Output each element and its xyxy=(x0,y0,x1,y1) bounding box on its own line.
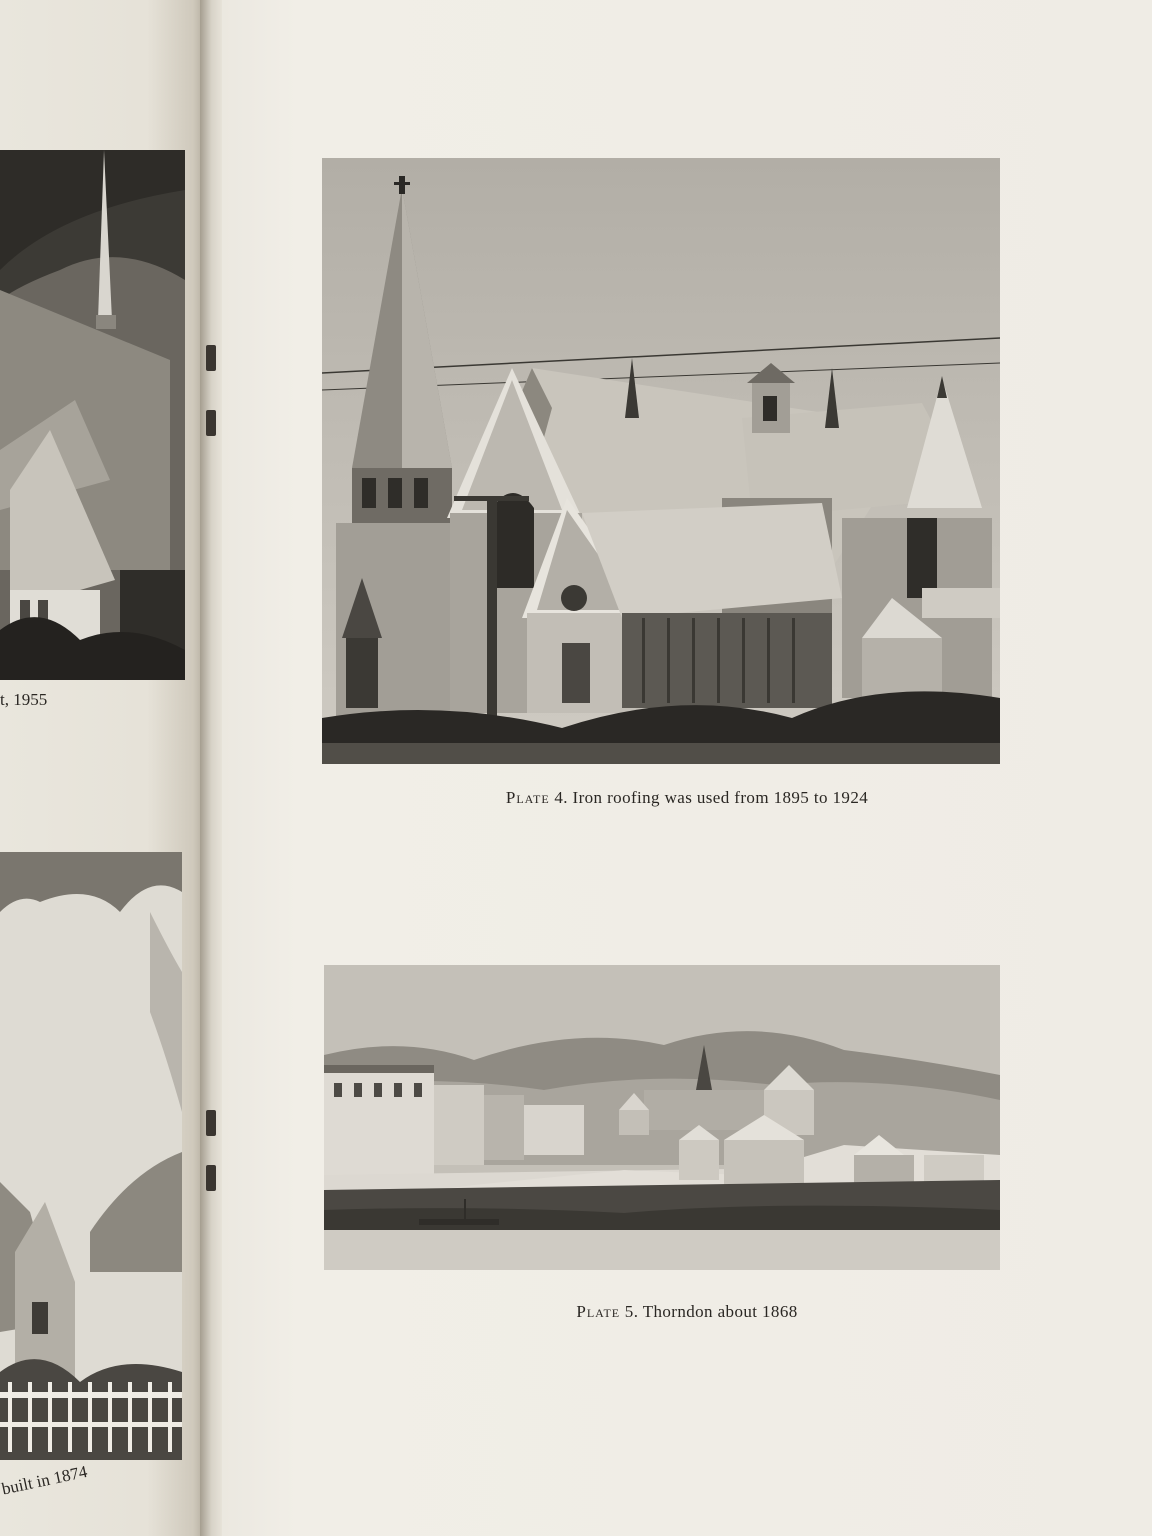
right-page xyxy=(222,0,1152,1536)
plate5-photo xyxy=(324,965,1000,1270)
staple xyxy=(206,1110,216,1136)
left-page xyxy=(0,0,210,1536)
plate4-photo xyxy=(322,158,1000,764)
plate5-number: 5. xyxy=(624,1302,639,1321)
left-top-photo xyxy=(0,150,185,680)
left-bottom-caption: built in 1874 xyxy=(0,1461,89,1499)
plate4-label: Plate xyxy=(505,788,550,807)
plate4-number: 4. xyxy=(554,788,568,807)
staple xyxy=(206,410,216,436)
plate5-caption xyxy=(222,1302,1152,1322)
staple xyxy=(206,345,216,371)
plate4-caption xyxy=(222,788,1152,808)
plate4-text: Iron roofing was used from 1895 to 1924 xyxy=(572,788,869,807)
left-bottom-photo xyxy=(0,852,182,1460)
left-top-caption: t, 1955 xyxy=(0,690,48,709)
staple xyxy=(206,1165,216,1191)
plate5-label: Plate xyxy=(576,1302,621,1321)
plate5-text: Thorndon about 1868 xyxy=(642,1302,798,1321)
